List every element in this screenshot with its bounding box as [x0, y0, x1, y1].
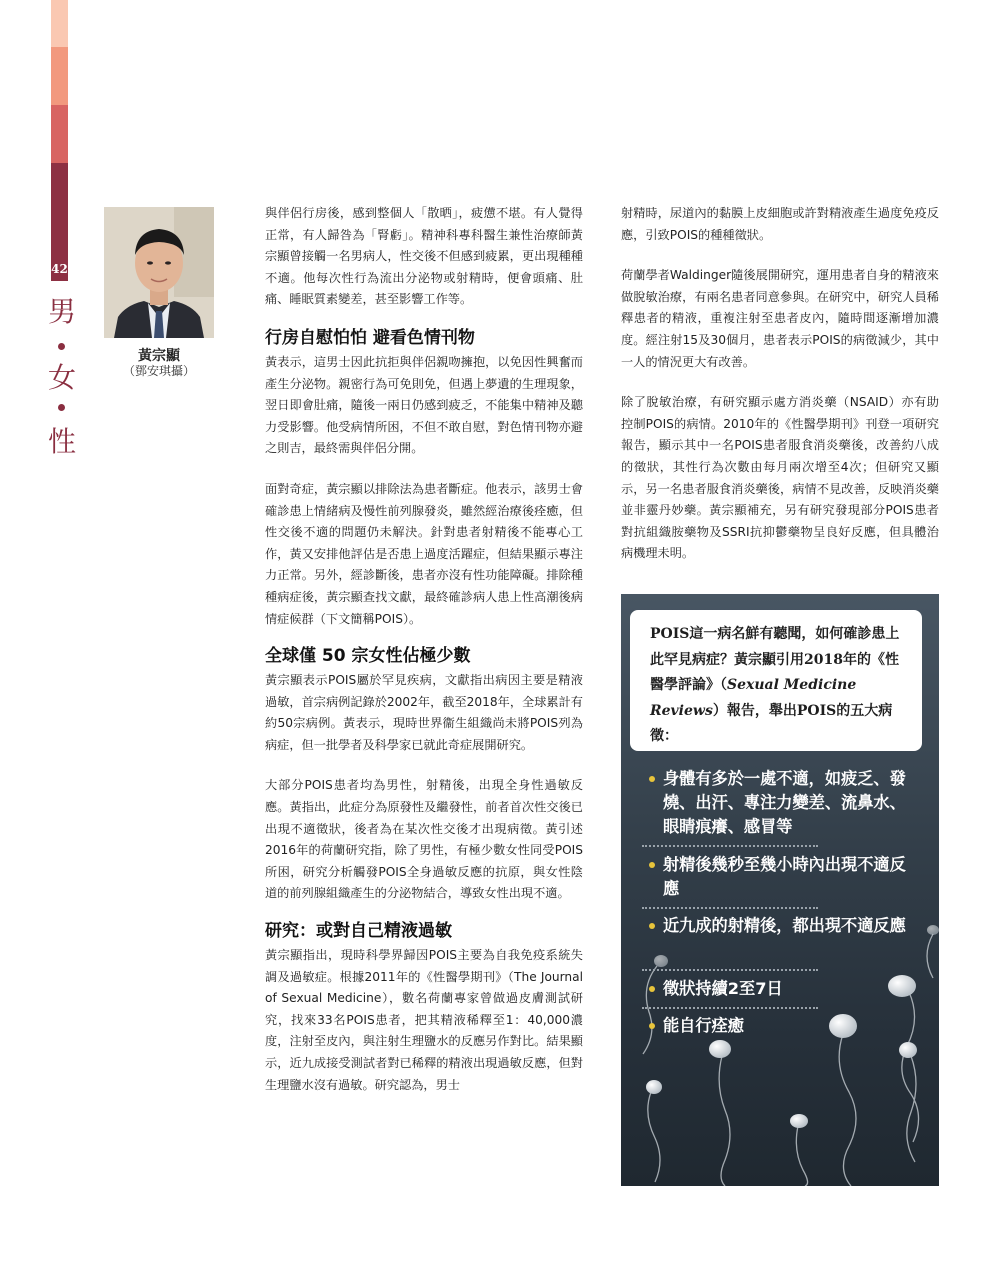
sidebar-intro-text: ）報告，舉出POIS的五大病徵： [650, 702, 893, 745]
section-label-char: 女 [48, 361, 77, 394]
sidebar-intro-journal: Sexual Medicine Reviews [650, 677, 857, 719]
body-paragraph: 除了脫敏治療，有研究顯示處方消炎藥（NSAID）亦有助控制POIS的病情。2010年的《性醫學期刊》刊登一項研究報告，顯示其中一名POIS患者服食消炎藥後，改善約八成的徵狀，其性行為次數由每月兩次增至4次；但研究又顯示，另一名患者服食消炎藥後，病情不見改善，反映消炎藥並非靈丹妙藥。黃宗顯補充，另有研究發現部分POIS患者對抗組織胺藥物及SSRI抗抑鬱藥物呈良好反應，但具體治病機理未明。 [621, 395, 939, 561]
body-paragraph: 與伴侶行房後，感到整個人「散晒」，疲憊不堪。有人覺得正常，有人歸咎為「腎虧」。精神科專科醫生兼性治療師黃宗顯曾接觸一名男病人，性交後不但感到疲累，更出現種種不適。他每次性行為流出分泌物或射精時，便會頭痛、肚痛、睡眠質素變差，甚至影響工作等。 [265, 206, 583, 307]
page-number: 42 [51, 262, 68, 276]
symptom-item: 徵狀持續2至7日 [649, 977, 921, 1001]
symptom-item: 能自行痊癒 [649, 1014, 921, 1038]
item-divider [642, 969, 818, 971]
item-divider [642, 907, 818, 909]
section-separator-dot [58, 404, 65, 411]
symptoms-sidebar [621, 594, 939, 1186]
section-heading: 行房自慰怕怕 避看色情刊物 [265, 327, 475, 348]
symptom-item: 近九成的射精後，都出現不適反應 [649, 914, 921, 938]
bullet-dot-icon [649, 862, 655, 868]
bullet-dot-icon [649, 923, 655, 929]
body-paragraph: 黃表示，這男士因此抗拒與伴侶親吻擁抱，以免因性興奮而產生分泌物。親密行為可免則免，但遇上夢遺的生理現象，翌日即會肚痛，隨後一兩日仍感到疲乏，不能集中精神及聽力受影響。他受病情所困，不但不敢自慰，對色情刊物亦避之則吉，最終需與伴侶分開。 [265, 354, 583, 456]
photo-caption-name: 黃宗顯 [138, 348, 180, 364]
section-heading: 研究：或對自己精液過敏 [265, 921, 452, 942]
body-paragraph: 黃宗顯指出，現時科學界歸因POIS主要為自我免疫系統失調及過敏症。根據2011年的《性醫學期刊》（The Journal of Sexual Medicine），數名荷蘭專家曾做過皮膚測試研究，找來33名POIS患者，把其精液稀釋至1：40,000濃度，注射至皮內，與注射生理鹽水的反應另作對比。結果顯示，近九成接受測試者對已稀釋的精液出現過敏反應，但對生理鹽水沒有過敏。研究認為，男士 [265, 948, 583, 1092]
portrait-illustration [104, 207, 214, 338]
bullet-dot-icon [649, 1023, 655, 1029]
body-paragraph: 荷蘭學者Waldinger隨後展開研究，運用患者自身的精液來做脫敏治療，有兩名患者同意參與。在研究中，研究人員稀釋患者的精液，重複注射至患者皮內，隨時間逐漸增加濃度。經注射15及30個月，患者表示POIS的病徵減少，其中一人的情況更大有改善。 [621, 268, 939, 369]
item-divider [642, 1007, 818, 1009]
item-divider [642, 845, 818, 847]
photo-caption-credit: （鄧安琪攝） [122, 364, 195, 378]
section-label-char: 性 [48, 425, 77, 458]
symptom-item: 身體有多於一處不適，如疲乏、發燒、出汗、專注力變差、流鼻水、眼睛痕癢、感冒等 [649, 767, 921, 839]
body-paragraph: 面對奇症，黃宗顯以排除法為患者斷症。他表示，該男士會確診患上情緒病及慢性前列腺發炎，雖然經治療後痊癒，但性交後不適的問題仍未解決。針對患者射精後不能專心工作，黃又安排他評估是否患上過度活躍症，但結果顯示專注力正常。另外，經診斷後，患者亦沒有性功能障礙。排除種種病症後，黃宗顯查找文獻，最終確診病人患上性高潮後病情症候群（下文簡稱POIS）。 [265, 481, 583, 626]
bullet-dot-icon [649, 776, 655, 782]
body-paragraph: 黃宗顯表示POIS屬於罕見疾病，文獻指出病因主要是精液過敏，首宗病例記錄於2002年，截至2018年，全球累計有約50宗病例。黃表示，現時世界衞生組織尚未將POIS列為病症，但一批學者及科學家已就此奇症展開研究。 [265, 673, 583, 752]
body-paragraph: 大部分POIS患者均為男性，射精後，出現全身性過敏反應。黃指出，此症分為原發性及繼發性，前者首次性交後已出現不適徵狀，後者為在某次性交後才出現病徵。黃引述2016年的荷蘭研究指，除了男性，有極少數女性同受POIS所困，研究分析觸發POIS全身過敏反應的抗原，與女性陰道的前列腺組織產生的分泌物結合，導致女性出現不適。 [265, 778, 583, 901]
section-separator-dot [58, 343, 65, 350]
section-heading: 全球僅 50 宗女性佔極少數 [265, 646, 471, 667]
section-stripe-3 [51, 105, 68, 163]
sidebar-intro [630, 610, 922, 751]
section-stripe-1 [51, 0, 68, 47]
article-column-left [265, 203, 583, 1096]
bullet-dot-icon [649, 986, 655, 992]
article-column-right [621, 203, 939, 565]
symptom-item: 射精後幾秒至幾小時內出現不適反應 [649, 853, 921, 901]
portrait-photo [104, 207, 214, 338]
sidebar-intro-text: POIS這一病名鮮有聽聞，如何確診患上此罕見病症？黃宗顯引用2018年的《性醫學評論》（ [650, 626, 900, 694]
section-stripe-2 [51, 47, 68, 105]
body-paragraph: 射精時，尿道內的黏膜上皮細胞或許對精液產生過度免疫反應，引致POIS的種種徵狀。 [621, 206, 939, 242]
section-label-char: 男 [48, 295, 77, 328]
